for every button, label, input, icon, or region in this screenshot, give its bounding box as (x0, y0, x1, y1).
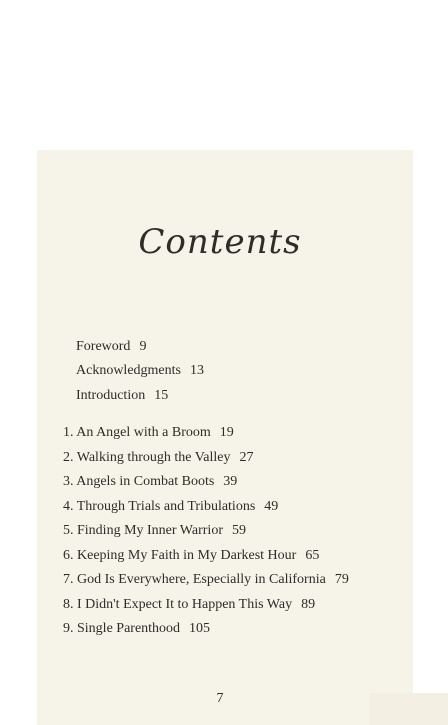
toc-entry-page: 59 (231, 523, 246, 538)
toc-entry-page: 19 (219, 425, 234, 440)
page-number: 7 (216, 691, 224, 706)
toc-entry-page: 89 (301, 597, 316, 612)
toc-entry-label: 5. Finding My Inner Warrior (63, 523, 223, 538)
toc-entry-label: 9. Single Parenthood (63, 621, 181, 636)
toc-entry-chapter-8 (63, 597, 315, 613)
toc-entry-acknowledgments (76, 363, 204, 379)
toc-entry-chapter-9 (63, 621, 210, 637)
toc-entry-introduction (76, 388, 168, 404)
toc-entry-page: 27 (239, 450, 254, 465)
toc-entry-chapter-2 (63, 450, 254, 466)
toc-entry-page: 13 (189, 363, 204, 378)
toc-entry-chapter-4 (63, 499, 278, 515)
toc-entry-chapter-6 (63, 548, 319, 564)
toc-entry-page: 79 (334, 572, 349, 587)
toc-entry-chapter-1 (63, 425, 234, 441)
toc-entry-page: 105 (189, 621, 211, 636)
toc-entry-label: Introduction (76, 388, 146, 403)
toc-entry-page: 49 (264, 499, 279, 514)
toc-entry-chapter-5 (63, 523, 246, 539)
toc-entry-label: Foreword (76, 339, 131, 354)
toc-entry-page: 15 (154, 388, 169, 403)
toc-entry-label: 7. God Is Everywhere, Especially in California (63, 572, 326, 587)
toc-entry-label: 8. I Didn't Expect It to Happen This Way (63, 597, 293, 612)
toc-entry-label: Acknowledgments (76, 363, 181, 378)
toc-entry-label: 3. Angels in Combat Boots (63, 474, 215, 489)
toc-entry-foreword (76, 339, 146, 355)
toc-entry-label: 2. Walking through the Valley (63, 450, 231, 465)
toc-entry-page: 9 (139, 339, 147, 354)
toc-entry-chapter-7 (63, 572, 349, 588)
toc-entry-page: 39 (223, 474, 238, 489)
toc-entry-label: 6. Keeping My Faith in My Darkest Hour (63, 548, 297, 563)
toc-entry-label: 1. An Angel with a Broom (63, 425, 211, 440)
toc-entry-label: 4. Through Trials and Tribulations (63, 499, 256, 514)
toc-entry-chapter-3 (63, 474, 237, 490)
contents-title: Contents (138, 222, 302, 262)
toc-entry-page: 65 (305, 548, 320, 563)
